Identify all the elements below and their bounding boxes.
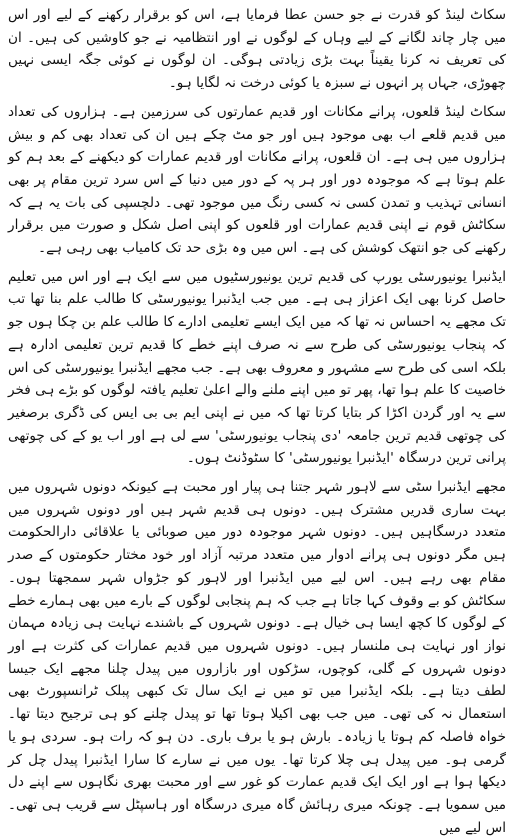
paragraph-scotland-beauty: سکاٹ لینڈ کو قدرت نے جو حسن عطا فرمایا ہے، اس کو برقرار رکھنے کے لیے اور اس میں چار چاند لگانے کے لیے وہاں کے لوگوں نے اور انتظامیہ نے جو کاوشیں کی ہیں۔ ان کی تعریف نہ کرنا یقیناً بہت بڑی زیادتی ہوگی۔ ان لوگوں نے کوئی جگہ ایسی نہیں چھوڑی، جہاں پر انہوں نے سبزہ یا کوئی درخت نہ لگایا ہو۔ xyxy=(8,7,506,92)
paragraph-edinburgh-lahore: مجھے ایڈنبرا سٹی سے لاہور شہر جتنا ہی پیار اور محبت ہے کیونکہ دونوں شہروں میں بہت ساری قدریں مشترک ہیں۔ دونوں ہی قدیم شہر ہیں اور دونوں شہروں میں متعدد درسگاہیں ہیں۔ دونوں شہر موجودہ دور میں صوبائی یا علاقائی دارالحکومت ہیں مگر دونوں ہی پرانے ادوار میں متعدد مرتبہ آزاد اور خود مختار حکومتوں کے صدر مقام بھی رہے ہیں۔ اس لیے میں ایڈنبرا اور لاہور کو جڑواں شہر سمجھتا ہوں۔ سکاٹش کو بے وقوف کہا جاتا ہے جب کہ ہم پنجابی لوگوں کے بارے میں بھی ہمارے خطے کے لوگوں کا کچھ ایسا ہی خیال ہے۔ دونوں شہروں کے باشندے نہایت ہی زیادہ مہمان نواز اور نہایت ہی ملنسار ہیں۔ دونوں شہروں میں قدیم عمارات کی کثرت ہے اور دونوں شہروں کے گلی، کوچوں، سڑکوں اور بازاروں میں پیدل چلنا مجھے ایک جیسا لطف دیتا ہے۔ بلکہ ایڈنبرا میں تو میں نے ایک سال تک کبھی پبلک ٹرانسپورٹ بھی استعمال نہ کی تھی۔ میں جب بھی اکیلا ہوتا تھا تو پیدل چلنے کو ہی ترجیح دیتا تھا۔ خواہ فاصلہ کم ہوتا یا زیادہ۔ بارش ہو یا برف باری۔ دن ہو کہ رات ہو۔ سردی ہو یا گرمی ہو۔ میں پیدل ہی چلا کرتا تھا۔ یوں میں نے سارے کا سارا ایڈنبرا پیدل چل کر دیکھا ہوا ہے اور ایک ایک قدیم عمارت کو غور سے اور محبت بھری نگاہوں سے اپنے دل میں سمویا ہے۔ چونکہ میری رہائش گاہ میری درسگاہ اور ہاسپٹل سے قریب ہی تھی۔ اس لیے میں xyxy=(8,479,506,836)
paragraph-edinburgh-university: ایڈنبرا یونیورسٹی یورپ کی قدیم ترین یونیورسٹیوں میں سے ایک ہے اور اس میں تعلیم حاصل کرنا بھی ایک اعزاز ہی ہے۔ میں جب ایڈنبرا یونیورسٹی کا طالب علم بنا تھا تب تک مجھے یہ احساس نہ تھا کہ میں ایک ایسے تعلیمی ادارے کا طالب علم بن چکا ہوں جو کہ پنجاب یونیورسٹی کی طرح سے نہ صرف اپنے خطے کا قدیم ترین تعلیمی ادارہ ہے بلکہ اسی کی طرح سے مشہور و معروف بھی ہے۔ جب مجھے ایڈنبرا یونیورسٹی کی اس خاصیت کا علم ہوا تھا، پھر تو میں اپنے ملنے والے اعلیٰ تعلیم یافتہ لوگوں کو بڑے ہی فخر سے یہ اور گردن اکڑا کر بتایا کرتا تھا کہ میں نے اپنی ایم بی بی ایس کی ڈگری برصغیر کی چوتھی قدیم ترین جامعہ 'دی پنجاب یونیورسٹی' سے لی ہے اور اب یو کے کی چوتھی پرانی ترین درسگاہ 'ایڈنبرا یونیورسٹی' کا سٹوڈنٹ ہوں۔ xyxy=(8,268,506,467)
paragraph-castles: سکاٹ لینڈ قلعوں، پرانے مکانات اور قدیم عمارتوں کی سرزمین ہے۔ ہزاروں کی تعداد میں قدیم قلعے اب بھی موجود ہیں اور جو مٹ چکے ہیں ان کی تعداد بھی کم و بیش ہزاروں میں ہی ہے۔ ان قلعوں، پرانے مکانات اور قدیم عمارات کو دیکھنے کے بعد ہم کو علم ہوتا ہے کہ موجودہ دور اور ہر پہ کے دور میں دنیا کے اس سرد ترین مقام پر بھی انسانی تہذیب و تمدن کسی نہ کسی رنگ میں موجود تھی۔ دلچسپی کی بات یہ ہے کہ سکاٹش قوم نے اپنی قدیم عمارات اور قلعوں کو اپنی اصل شکل و صورت میں برقرار رکھنے کی جو انتھک کوشش کی ہے۔ اس میں وہ بڑی حد تک کامیاب بھی رہی ہے۔ xyxy=(8,103,506,257)
